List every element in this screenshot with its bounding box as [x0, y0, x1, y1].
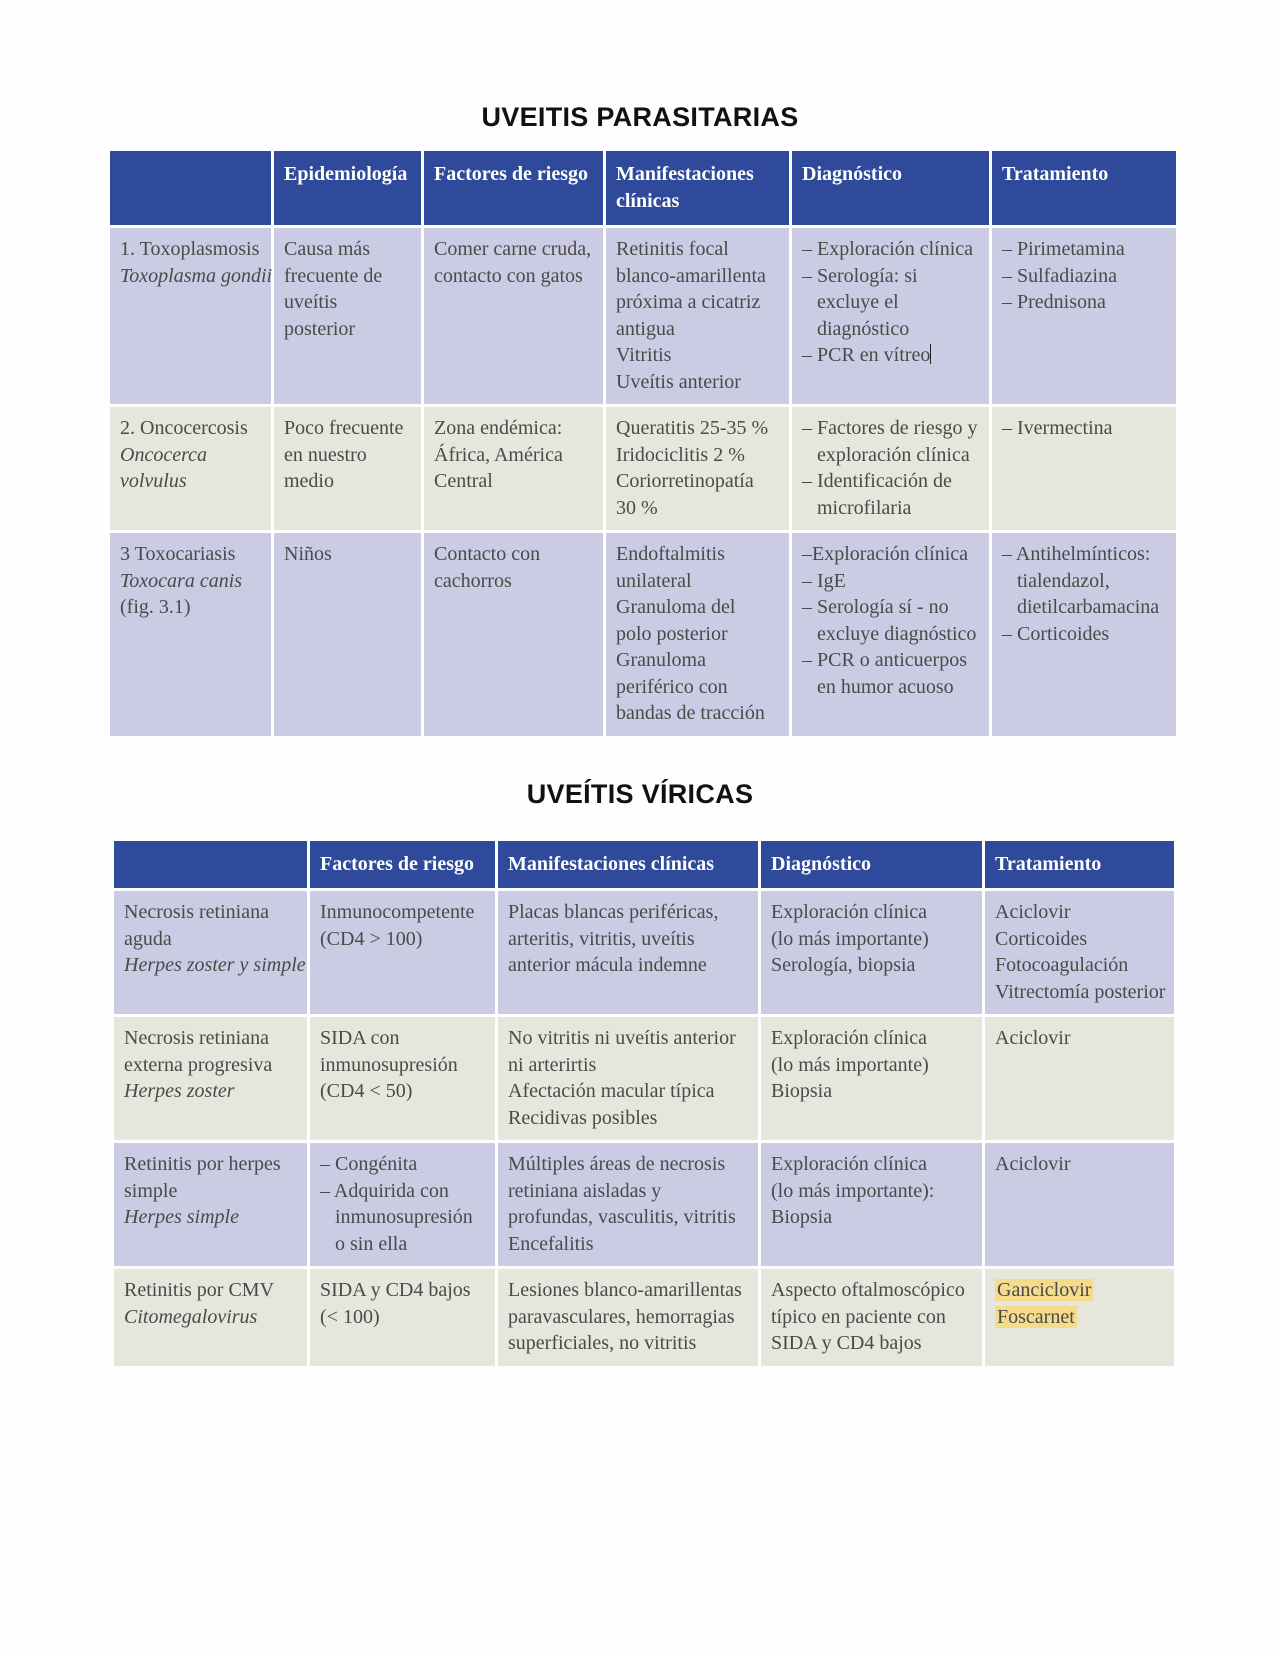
tratamiento-item: – Corticoides	[1002, 622, 1110, 645]
header-manifestaciones: Manifestaciones clínicas	[605, 150, 791, 227]
organism-name: Herpes simple	[124, 1206, 239, 1228]
diagnostico-line: Exploración clínica	[771, 1153, 928, 1175]
organism-name: Oncocerca volvulus	[120, 443, 207, 492]
header-empty	[109, 150, 273, 227]
manifestacion-line: Lesiones blanco-amarillentas	[508, 1279, 742, 1301]
table-uveitis-parasitarias	[107, 148, 1179, 739]
manifestacion-line: Recidivas posibles	[508, 1106, 658, 1129]
diagnostico-item: – Exploración clínica	[802, 238, 974, 260]
organism-name: Herpes zoster y simple	[124, 954, 306, 976]
section-title-viricas: UVEÍTIS VÍRICAS	[526, 779, 754, 809]
diagnostico-item: – Serología sí - no excluye diagnóstico	[802, 596, 977, 645]
disease-name: 3 Toxocariasis	[120, 543, 236, 565]
tratamiento-item: – Prednisona	[1002, 291, 1106, 313]
factores-cell: Comer carne cruda, contacto con gatos	[423, 227, 605, 406]
diagnostico-item-text: – PCR en vítreo	[802, 344, 931, 366]
manifestacion-line: unilateral	[616, 569, 692, 592]
diagnostico-cell	[760, 1142, 984, 1268]
organism-name: Toxoplasma gondii	[120, 264, 273, 287]
manifestacion-line: Granuloma del	[616, 596, 736, 618]
diagnostico-item: – Serología: si excluye el diagnóstico	[802, 264, 918, 340]
tratamiento-item: – Ivermectina	[1002, 417, 1113, 439]
factor-line: SIDA con	[320, 1027, 400, 1049]
header-empty	[113, 840, 309, 890]
disease-cell	[109, 532, 273, 738]
table-header-row	[113, 840, 1176, 890]
tratamiento-line: Aciclovir	[995, 1153, 1071, 1175]
header-diagnostico: Diagnóstico	[760, 840, 984, 890]
table-row	[109, 532, 1178, 738]
manifestacion-line: bandas de tracción	[616, 702, 765, 724]
manifestaciones-cell	[497, 1268, 760, 1368]
factor-item: – Congénita	[320, 1153, 418, 1175]
factor-item: – Adquirida con inmunosupresión o sin ella	[320, 1179, 473, 1255]
factores-cell	[309, 1142, 497, 1268]
diagnostico-line: (lo más importante)	[771, 927, 929, 950]
manifestacion-line: No vitritis ni uveítis anterior	[508, 1027, 736, 1049]
diagnostico-item: – IgE	[802, 569, 846, 592]
highlight-ganciclovir: Ganciclovir	[997, 1279, 1092, 1301]
manifestacion-line: Encefalitis	[508, 1232, 594, 1255]
disease-cell	[113, 1016, 309, 1142]
tratamiento-line: Vitrectomía posterior	[995, 980, 1166, 1003]
manifestacion-line: Afectación macular típica	[508, 1080, 715, 1102]
tratamiento-line-highlighted	[995, 1277, 1164, 1304]
diagnostico-line: Aspecto oftalmoscópico	[771, 1279, 965, 1301]
manifestacion-line: ni arterirtis	[508, 1053, 597, 1076]
tratamiento-cell	[991, 532, 1178, 738]
manifestacion-line: Múltiples áreas de necrosis	[508, 1153, 726, 1175]
organism-name: Toxocara canis	[120, 569, 243, 592]
diagnostico-line: (lo más importante)	[771, 1053, 929, 1076]
disease-name-line: simple	[124, 1179, 178, 1202]
diagnostico-cell	[791, 532, 991, 738]
disease-name-line: Retinitis por CMV	[124, 1279, 275, 1301]
manifestaciones-cell	[497, 890, 760, 1016]
tratamiento-line: Fotocoagulación	[995, 954, 1129, 976]
epidemiologia-cell: Causa más frecuente de uveítis posterior	[273, 227, 423, 406]
manifestacion-line: arteritis, vitritis, uveítis	[508, 927, 695, 950]
header-tratamiento: Tratamiento	[991, 150, 1178, 227]
header-manifestaciones: Manifestaciones clínicas	[497, 840, 760, 890]
disease-name-line: Retinitis por herpes	[124, 1153, 281, 1175]
diagnostico-cell	[791, 227, 991, 406]
diagnostico-cell	[760, 890, 984, 1016]
diagnostico-line: Biopsia	[771, 1080, 833, 1102]
factores-cell: Zona endémica: África, América Central	[423, 406, 605, 532]
organism-name: Citomegalovirus	[124, 1305, 258, 1328]
diagnostico-line: típico en paciente con	[771, 1305, 946, 1328]
diagnostico-cell	[760, 1016, 984, 1142]
figure-reference: (fig. 3.1)	[120, 596, 191, 618]
disease-cell	[109, 227, 273, 406]
diagnostico-item: – Identificación de microfilaria	[802, 470, 952, 519]
diagnostico-item: – PCR o anticuerpos en humor acuoso	[802, 649, 967, 698]
disease-cell	[109, 406, 273, 532]
manifestacion-line: polo posterior	[616, 622, 728, 645]
table-row	[113, 1142, 1176, 1268]
factores-cell	[309, 890, 497, 1016]
manifestacion-line: Queratitis 25-35 %	[616, 417, 769, 439]
tratamiento-item: – Antihelmínticos: tialendazol, dietilcarbamacina	[1002, 543, 1160, 618]
manifestacion-line: retiniana aisladas y	[508, 1179, 662, 1202]
diagnostico-cell	[791, 406, 991, 532]
disease-name-line: Necrosis retiniana	[124, 1027, 269, 1049]
disease-name: 2. Oncocercosis	[120, 417, 248, 439]
organism-name: Herpes zoster	[124, 1080, 235, 1102]
header-factores-riesgo: Factores de riesgo	[423, 150, 605, 227]
disease-name-line: aguda	[124, 927, 172, 950]
manifestacion-line: Granuloma	[616, 649, 706, 671]
diagnostico-line: Exploración clínica	[771, 901, 928, 923]
header-tratamiento: Tratamiento	[984, 840, 1176, 890]
manifestacion-line: Vitritis	[616, 344, 672, 366]
table-row	[109, 406, 1178, 532]
manifestacion-line: anterior mácula indemne	[508, 954, 707, 976]
factores-cell	[309, 1016, 497, 1142]
manifestaciones-cell	[497, 1142, 760, 1268]
tratamiento-cell	[984, 1016, 1176, 1142]
tratamiento-line-highlighted	[995, 1304, 1164, 1331]
table-row	[113, 1016, 1176, 1142]
manifestacion-line: periférico con	[616, 675, 728, 698]
factor-line: inmunosupresión	[320, 1053, 458, 1076]
manifestacion-line: próxima a cicatriz	[616, 291, 761, 313]
manifestacion-line: Coriorretinopatía	[616, 470, 754, 492]
disease-name-line: externa progresiva	[124, 1053, 273, 1076]
header-epidemiologia: Epidemiología	[273, 150, 423, 227]
header-factores-riesgo: Factores de riesgo	[309, 840, 497, 890]
tratamiento-line: Aciclovir	[995, 901, 1071, 923]
epidemiologia-cell: Poco frecuente en nuestro medio	[273, 406, 423, 532]
factores-cell: Contacto con cachorros	[423, 532, 605, 738]
diagnostico-item: – Factores de riesgo y exploración clínica	[802, 417, 978, 466]
diagnostico-item	[802, 342, 979, 369]
tratamiento-cell	[984, 890, 1176, 1016]
disease-cell	[113, 890, 309, 1016]
disease-cell	[113, 1268, 309, 1368]
diagnostico-line: Exploración clínica	[771, 1027, 928, 1049]
factor-line: (CD4 < 50)	[320, 1080, 413, 1102]
factor-line: (< 100)	[320, 1305, 380, 1328]
manifestaciones-cell	[497, 1016, 760, 1142]
table-row	[113, 1268, 1176, 1368]
manifestacion-line: Placas blancas periféricas,	[508, 901, 719, 923]
manifestaciones-cell	[605, 532, 791, 738]
disease-cell	[113, 1142, 309, 1268]
table-header-row	[109, 150, 1178, 227]
diagnostico-item: –Exploración clínica	[802, 543, 969, 565]
header-diagnostico: Diagnóstico	[791, 150, 991, 227]
manifestacion-line: blanco-amarillenta	[616, 264, 766, 287]
diagnostico-cell	[760, 1268, 984, 1368]
section-title-parasitarias: UVEITIS PARASITARIAS	[481, 102, 799, 132]
table-row	[113, 890, 1176, 1016]
manifestacion-line: superficiales, no vitritis	[508, 1332, 697, 1354]
diagnostico-line: (lo más importante):	[771, 1179, 935, 1202]
factor-line: Inmunocompetente	[320, 901, 475, 923]
manifestaciones-cell	[605, 406, 791, 532]
diagnostico-line: Biopsia	[771, 1206, 833, 1228]
factores-cell	[309, 1268, 497, 1368]
highlight-foscarnet: Foscarnet	[997, 1305, 1075, 1328]
manifestacion-line: Endoftalmitis	[616, 543, 725, 565]
manifestacion-line: Retinitis focal	[616, 238, 729, 260]
table-uveitis-viricas	[111, 838, 1177, 1369]
tratamiento-cell	[984, 1142, 1176, 1268]
epidemiologia-cell: Niños	[273, 532, 423, 738]
factor-line: (CD4 > 100)	[320, 927, 423, 950]
manifestacion-line: antigua	[616, 317, 675, 340]
manifestacion-line: profundas, vasculitis, vitritis	[508, 1206, 736, 1228]
manifestacion-line: paravasculares, hemorragias	[508, 1305, 735, 1328]
tratamiento-item: – Pirimetamina	[1002, 238, 1125, 260]
manifestacion-line: Uveítis anterior	[616, 370, 741, 393]
tratamiento-line: Corticoides	[995, 927, 1088, 950]
tratamiento-item: – Sulfadiazina	[1002, 264, 1117, 287]
tratamiento-cell	[984, 1268, 1176, 1368]
manifestacion-line: 30 %	[616, 496, 658, 519]
manifestacion-line: Iridociclitis 2 %	[616, 443, 745, 466]
diagnostico-line: Serología, biopsia	[771, 954, 916, 976]
tratamiento-cell	[991, 227, 1178, 406]
diagnostico-line: SIDA y CD4 bajos	[771, 1332, 922, 1354]
text-cursor	[930, 344, 931, 364]
factor-line: SIDA y CD4 bajos	[320, 1279, 471, 1301]
table-row	[109, 227, 1178, 406]
manifestaciones-cell	[605, 227, 791, 406]
disease-name-line: Necrosis retiniana	[124, 901, 269, 923]
tratamiento-cell	[991, 406, 1178, 532]
tratamiento-line: Aciclovir	[995, 1027, 1071, 1049]
disease-name: 1. Toxoplasmosis	[120, 238, 260, 260]
